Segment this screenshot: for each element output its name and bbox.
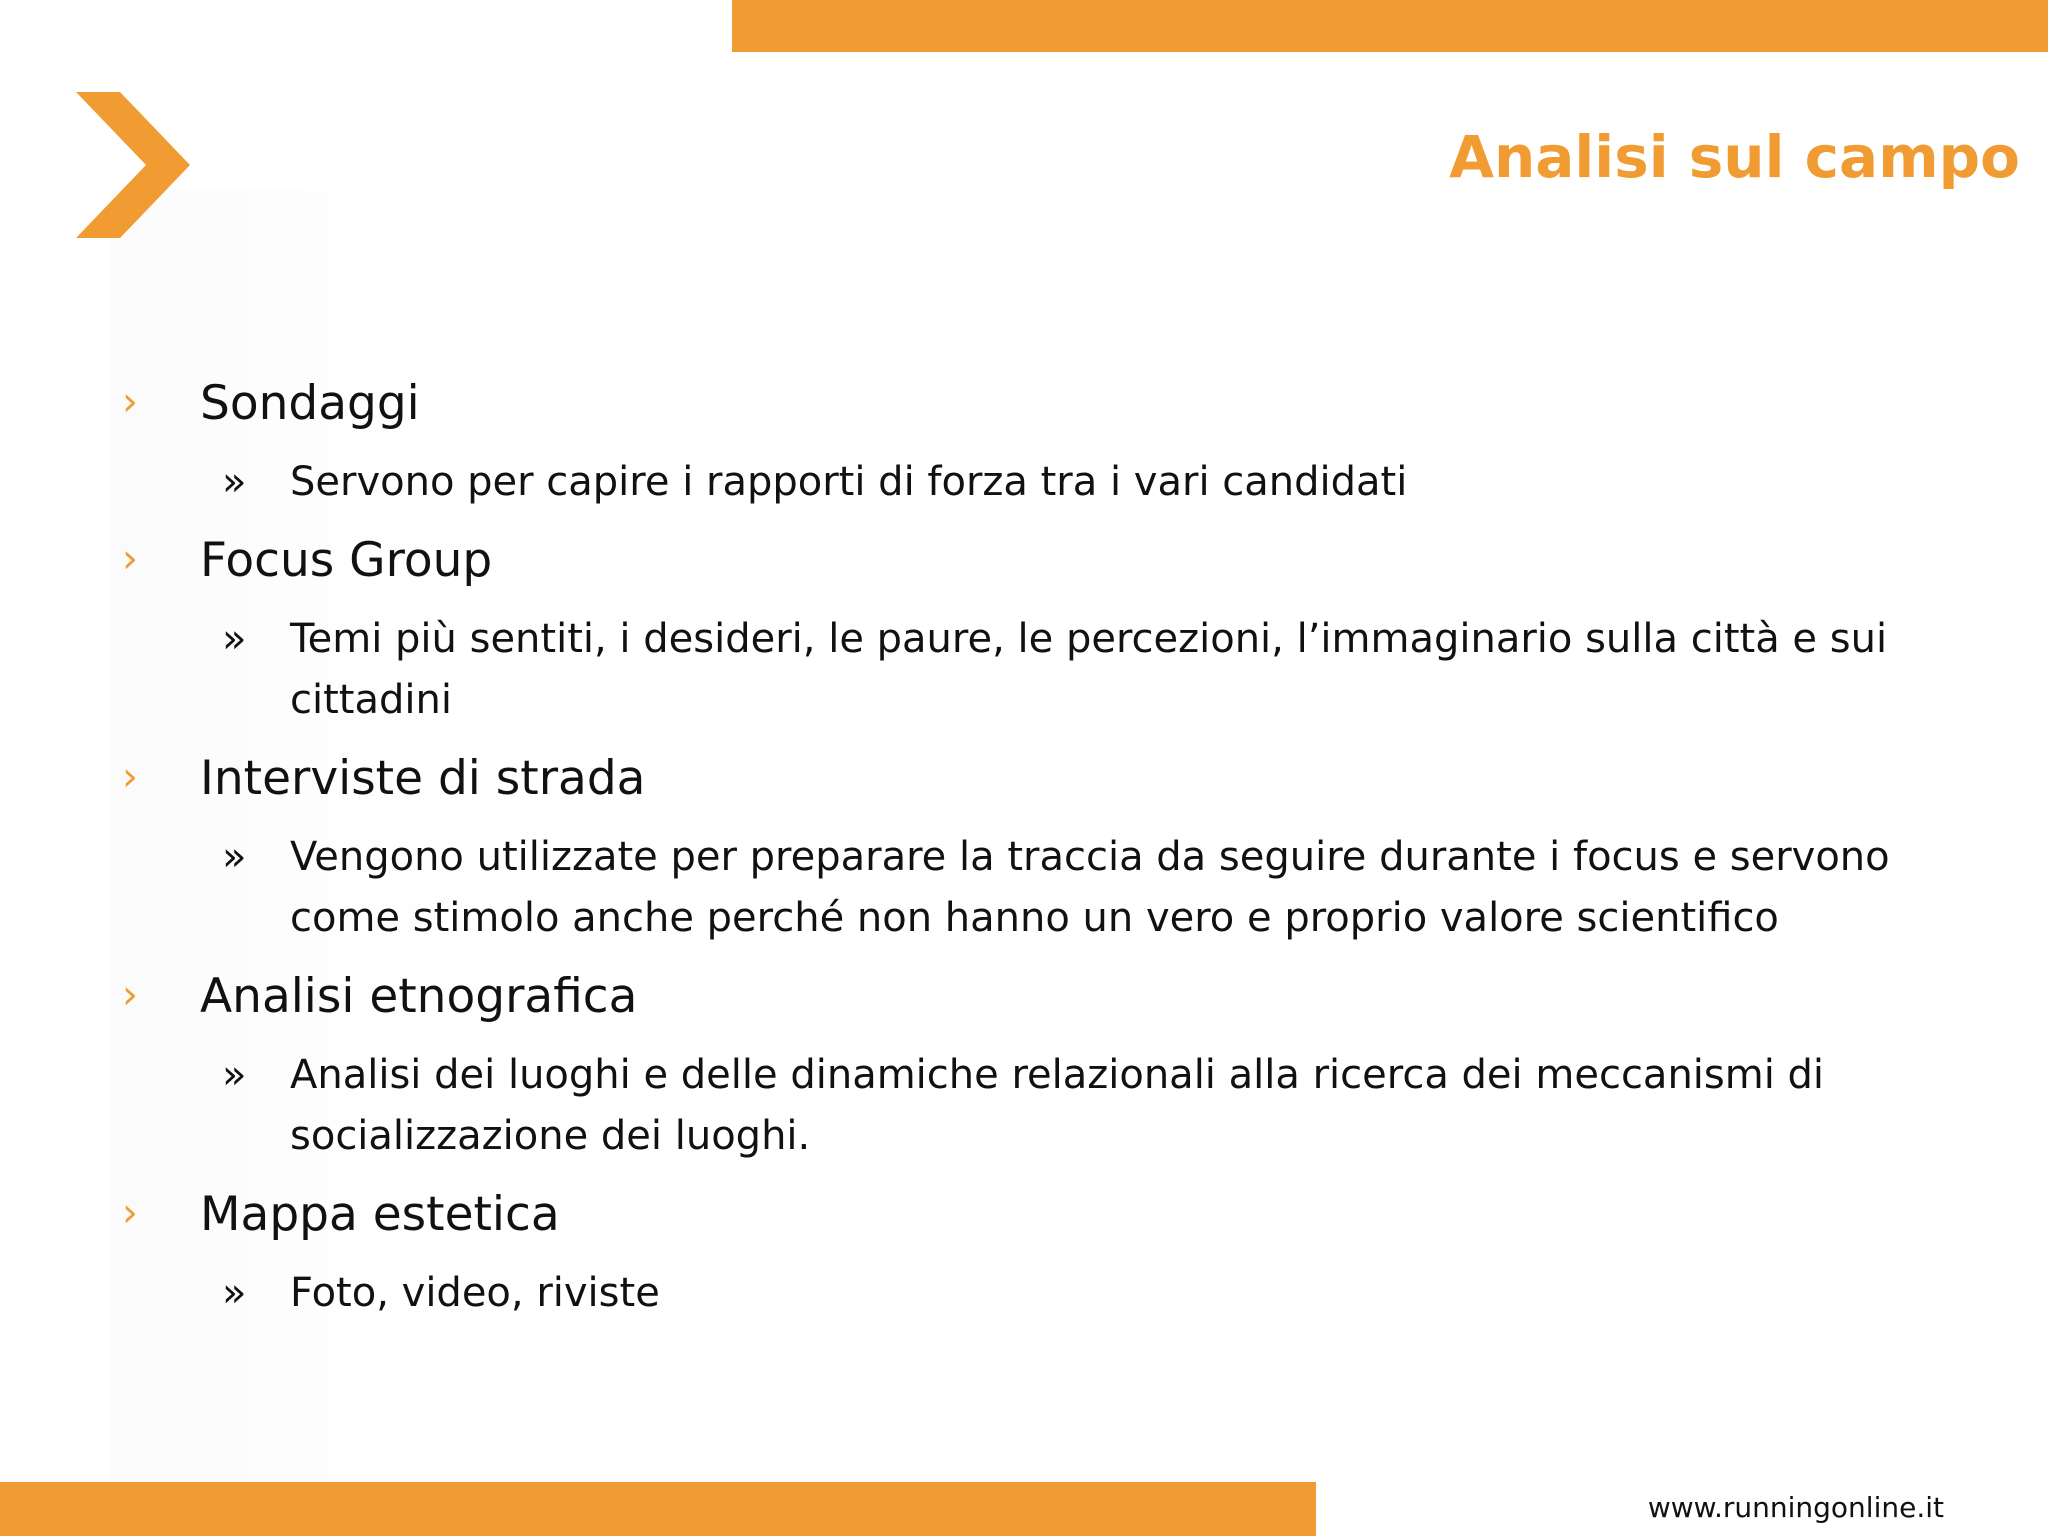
item-detail: Foto, video, riviste [290,1270,660,1316]
item-heading: Analisi etnografica [200,969,638,1024]
item-detail: Vengono utilizzate per preparare la traccia da seguire durante i focus e servono come stimolo anche perché non hanno un vero e proprio valore scientifico [290,834,1890,941]
item-heading: Sondaggi [200,376,420,431]
item-detail: Analisi dei luoghi e delle dinamiche relazionali alla ricerca dei meccanismi di socializzazione dei luoghi. [290,1052,1825,1159]
item-detail: Servono per capire i rapporti di forza tra i vari candidati [290,459,1408,505]
level2-bullet-icon: » [222,1052,247,1098]
list-item [118,1183,1918,1324]
level2-bullet-icon: » [222,616,247,662]
item-detail: Temi più sentiti, i desideri, le paure, le percezioni, l’immaginario sulla città e sui cittadini [290,616,1888,723]
list-item [118,747,1918,949]
list-item [118,529,1918,731]
footer-website-link[interactable]: www.runningonline.it [1647,1491,1944,1524]
item-heading: Mappa estetica [200,1187,560,1242]
level2-bullet-icon: » [222,1270,247,1316]
chevron-logo-icon [76,92,190,238]
item-heading: Interviste di strada [200,751,646,806]
list-item [118,965,1918,1167]
level1-bullet-icon: › [122,754,138,800]
bullet-list [118,372,1918,1340]
level2-bullet-icon: » [222,834,247,880]
bottom-accent-bar [0,1482,1316,1536]
level1-bullet-icon: › [122,1190,138,1236]
level1-bullet-icon: › [122,536,138,582]
list-item [118,372,1918,513]
item-heading: Focus Group [200,533,493,588]
slide-title: Analisi sul campo [1449,123,2020,191]
level1-bullet-icon: › [122,379,138,425]
top-accent-bar [732,0,2048,52]
level1-bullet-icon: › [122,972,138,1018]
level2-bullet-icon: » [222,459,247,505]
